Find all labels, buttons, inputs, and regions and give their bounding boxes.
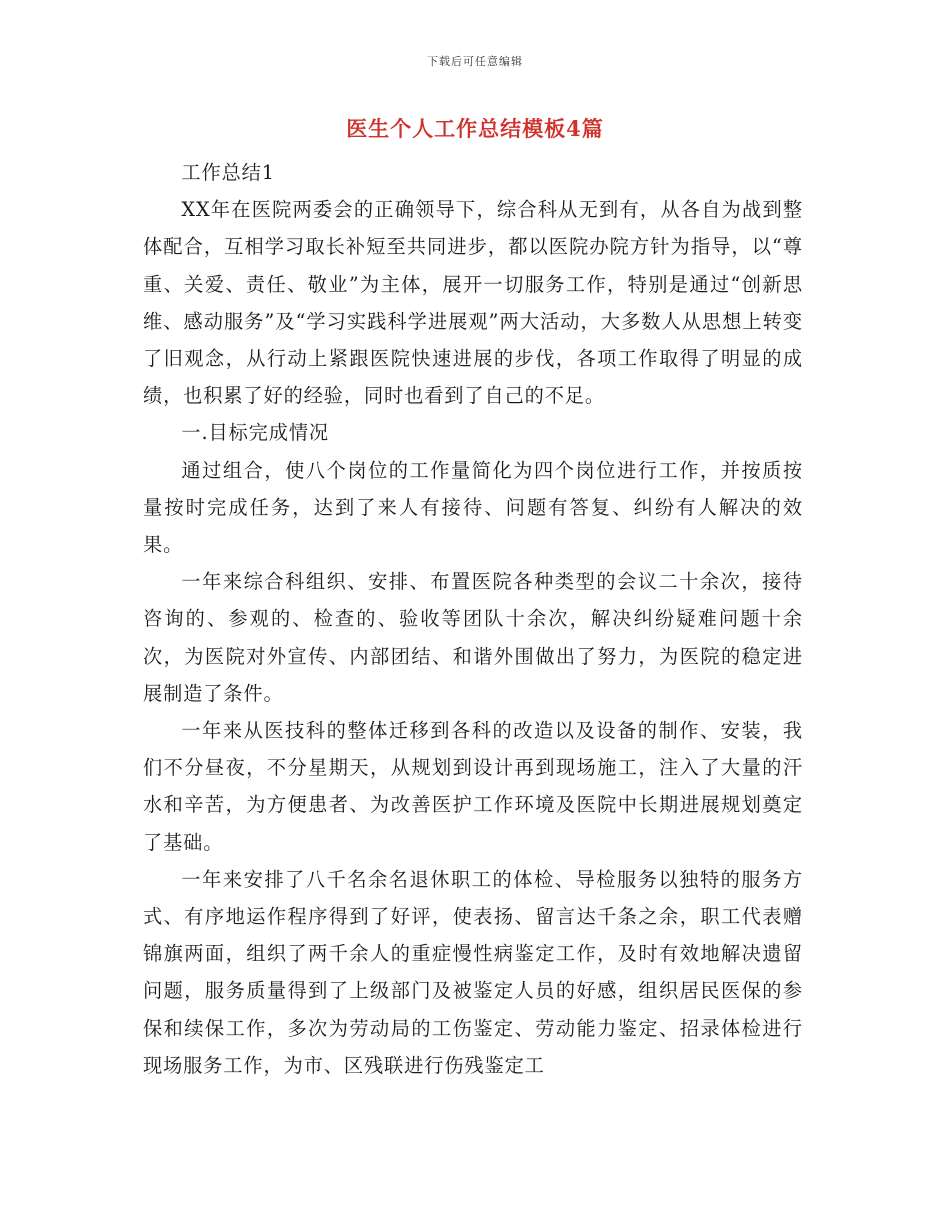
body-paragraph: XX年在医院两委会的正确领导下，综合科从无到有，从各自为战到整体配合，互相学习取长补短至共同进步，都以医院办院方针为指导，以“尊重、关爱、责任、敬业”为主体，展开一切服务工作，特别是通过“创新思维、感动服务”及“学习实践科学进展观”两大活动，大多数人从思想上转变了旧观念，从行动上紧跟医院快速进展的步伐，各项工作取得了明显的成绩，也积累了好的经验，同时也看到了自己的不足。 (143, 198, 803, 408)
document-title: 医生个人工作总结模板4篇 (346, 116, 604, 141)
body-paragraph: 一年来从医技科的整体迁移到各科的改造以及设备的制作、安装，我们不分昼夜，不分星期天，从规划到设计再到现场施工，注入了大量的汗水和辛苦，为方便患者、为改善医护工作环境及医院中长期进展规划奠定了基础。 (143, 719, 803, 854)
body-paragraph: 通过组合，使八个岗位的工作量简化为四个岗位进行工作，并按质按量按时完成任务，达到了来人有接待、问题有答复、纠纷有人解决的效果。 (143, 458, 803, 557)
body-paragraph: 一年来综合科组织、安排、布置医院各种类型的会议二十余次，接待咨询的、参观的、检查的、验收等团队十余次，解决纠纷疑难问题十余次，为医院对外宣传、内部团结、和谐外围做出了努力，为医院的稳定进展制造了条件。 (143, 570, 803, 705)
document-body (143, 154, 803, 1084)
header-note: 下载后可任意编辑 (427, 55, 523, 68)
body-paragraph: 一年来安排了八千名余名退休职工的体检、导检服务以独特的服务方式、有序地运作程序得到了好评，使表扬、留言达千条之余，职工代表赠锦旗两面，组织了两千余人的重症慢性病鉴定工作，及时有效地解决遗留问题，服务质量得到了上级部门及被鉴定人员的好感，组织居民医保的参保和续保工作，多次为劳动局的工伤鉴定、劳动能力鉴定、招录体检进行现场服务工作，为市、区残联进行伤残鉴定工 (143, 867, 803, 1077)
section-heading: 一.目标完成情况 (181, 421, 330, 445)
section-heading: 工作总结1 (181, 161, 275, 184)
